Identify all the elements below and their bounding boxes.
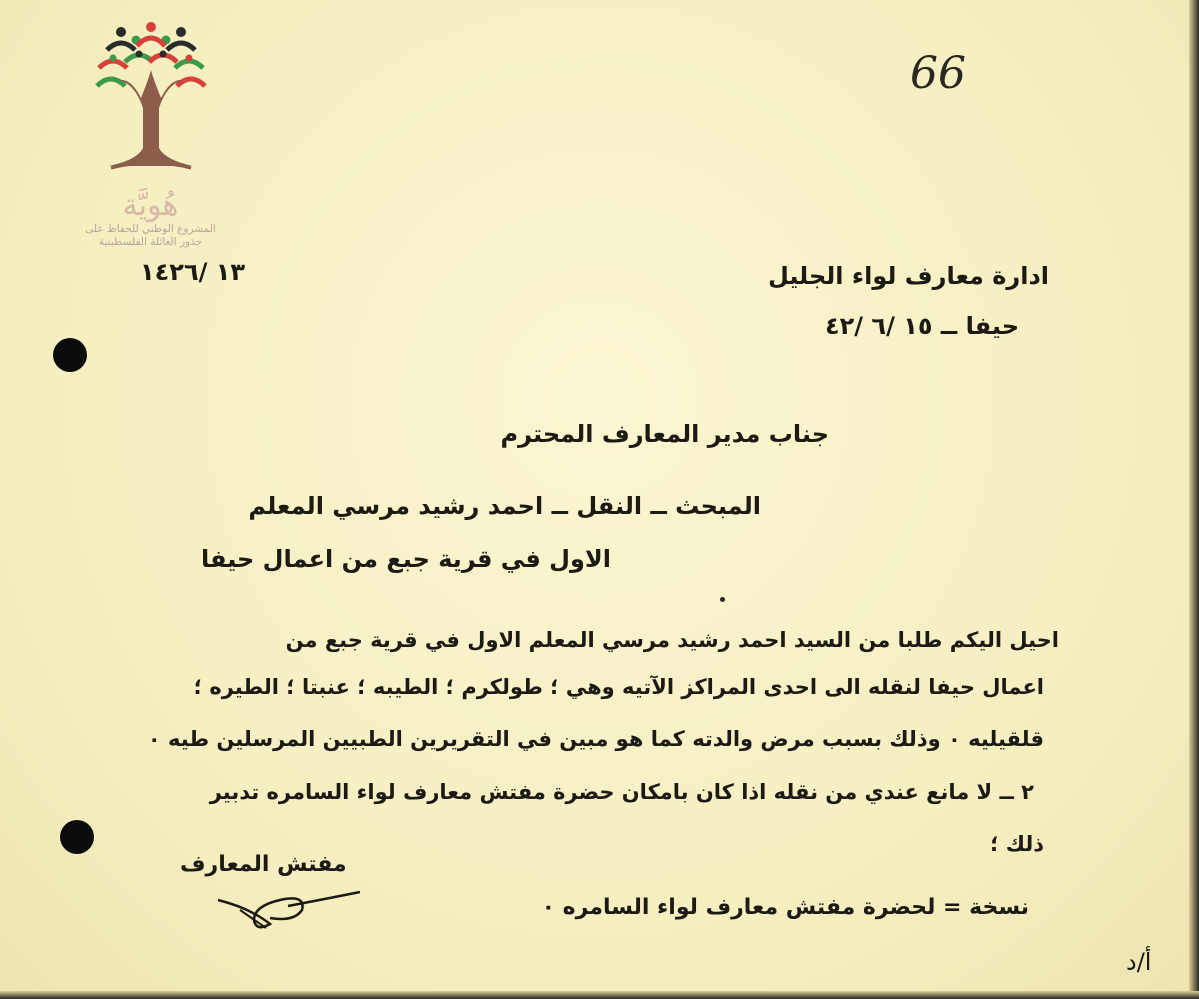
- body-line-5: ذلك ؛: [990, 832, 1044, 856]
- subject-line-2: الاول في قرية جبع من اعمال حيفا: [200, 545, 611, 573]
- signatory-title: مفتش المعارف: [180, 852, 347, 877]
- logo-tagline-2: جذور العائلة الفلسطينية: [98, 236, 203, 248]
- page-number: 66: [910, 48, 966, 99]
- addressee: جناب مدير المعارف المحترم: [500, 420, 829, 448]
- scan-edge-right: [1189, 0, 1199, 999]
- logo-tagline-1: المشروع الوطني للحفاظ على: [85, 223, 216, 235]
- stamp-date: ١٣ /١٤٢٦: [140, 258, 246, 286]
- body-line-4: ٢ ــ لا مانع عندي من نقله اذا كان بامكان حضرة مفتش معارف لواء السامره تدبير: [209, 780, 1034, 804]
- punch-hole-bottom: [60, 820, 94, 854]
- body-line-2: اعمال حيفا لنقله الى احدى المراكز الآتيه وهي ؛ طولكرم ؛ الطيبه ؛ عنبتا ؛ الطيره ؛: [193, 675, 1044, 699]
- signature-mark: [210, 880, 370, 940]
- letterhead-office: ادارة معارف لواء الجليل: [767, 262, 1049, 290]
- project-logo: [78, 18, 223, 268]
- subject-line-1: المبحث ــ النقل ــ احمد رشيد مرسي المعلم: [248, 492, 761, 520]
- body-line-3: قلقيليه ٠ وذلك بسبب مرض والدته كما هو مبين في التقريرين الطبيين المرسلين طيه ٠: [147, 727, 1044, 751]
- punch-hole-top: [53, 338, 87, 372]
- letterhead-place-date: حيفا ــ ١٥ /٦ /٤٢: [825, 312, 1019, 340]
- copy-line: نسخة = لحضرة مفتش معارف لواء السامره ٠: [541, 895, 1029, 920]
- scan-edge-bottom: [0, 991, 1199, 999]
- footer-mark: أ/د: [1126, 948, 1152, 976]
- tree-people-icon: [91, 18, 211, 183]
- body-line-1: احيل اليكم طلبا من السيد احمد رشيد مرسي المعلم الاول في قرية جبع من: [285, 628, 1059, 652]
- logo-name: هُويَّة: [122, 188, 179, 223]
- ink-dot: [720, 597, 725, 602]
